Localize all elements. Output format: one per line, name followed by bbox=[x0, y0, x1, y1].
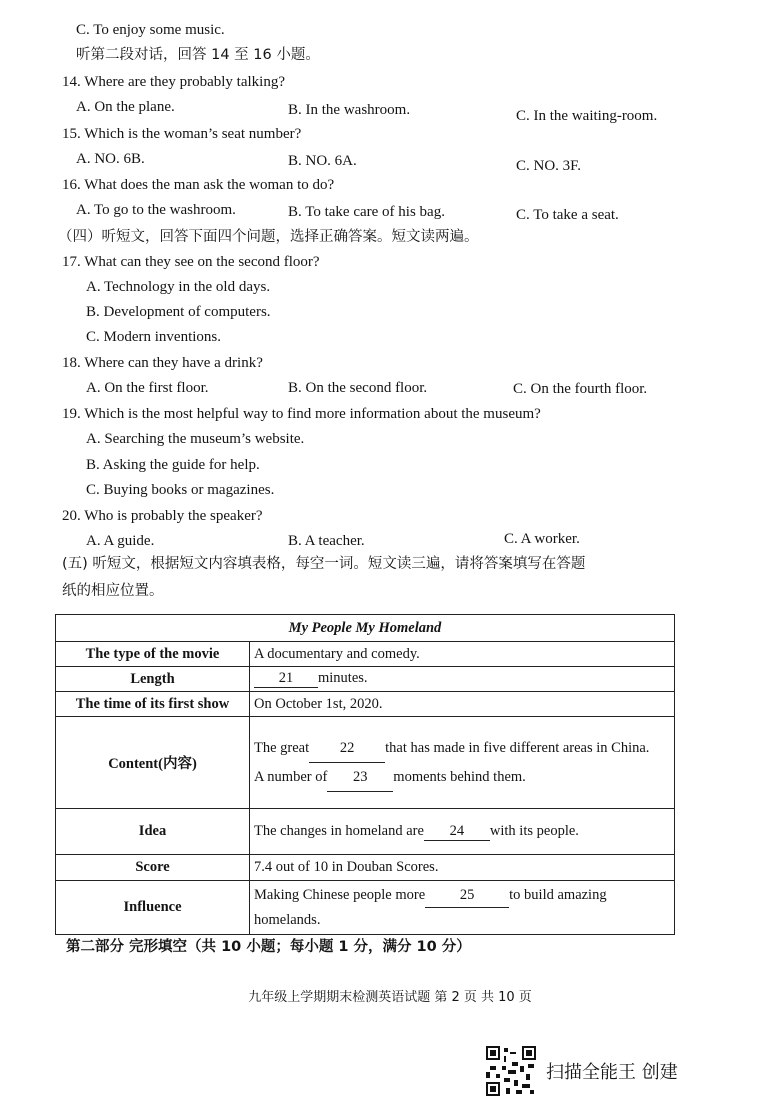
type-label: The type of the movie bbox=[56, 642, 250, 667]
q18-option-c: C. On the fourth floor. bbox=[513, 381, 648, 397]
blank-21[interactable]: 21 bbox=[254, 670, 318, 688]
content-paragraph-1 bbox=[254, 734, 670, 763]
score-label: Score bbox=[56, 855, 250, 881]
q18-option-a: A. On the first floor. bbox=[86, 380, 209, 396]
q16-option-c: C. To take a seat. bbox=[516, 207, 619, 223]
q14-option-c: C. In the waiting-room. bbox=[516, 108, 658, 124]
q15-option-a: A. NO. 6B. bbox=[76, 151, 145, 167]
q17-option-b: B. Development of computers. bbox=[86, 304, 271, 320]
table-title: My People My Homeland bbox=[56, 615, 675, 642]
movie-info-table bbox=[55, 614, 675, 935]
content-p1-after: that has made in five different areas in China. bbox=[385, 739, 650, 756]
influence-value bbox=[250, 881, 675, 935]
section-2-instruction: 听第二段对话，回答 14 至 16 小题。 bbox=[76, 47, 320, 63]
influence-after: to build amazing homelands. bbox=[254, 887, 607, 928]
type-value: A documentary and comedy. bbox=[250, 642, 675, 667]
question-19: 19. Which is the most helpful way to find more information about the museum? bbox=[62, 406, 541, 422]
q19-option-a: A. Searching the museum’s website. bbox=[86, 431, 305, 447]
q19-option-c: C. Buying books or magazines. bbox=[86, 482, 275, 498]
section-5-instruction-line1: (五) 听短文，根据短文内容填表格，每空一词。短文读三遍，请将答案填写在答题 bbox=[62, 556, 586, 572]
blank-25[interactable]: 25 bbox=[425, 883, 509, 908]
q16-option-b: B. To take care of his bag. bbox=[288, 204, 445, 220]
influence-label: Influence bbox=[56, 881, 250, 935]
q20-option-c: C. A worker. bbox=[504, 531, 580, 547]
page-footer: 九年级上学期期末检测英语试题 第 2 页 共 10 页 bbox=[248, 990, 532, 1005]
q19-option-b: B. Asking the guide for help. bbox=[86, 457, 260, 473]
idea-label: Idea bbox=[56, 809, 250, 855]
idea-value bbox=[250, 809, 675, 855]
q17-option-c: C. Modern inventions. bbox=[86, 329, 221, 345]
q14-option-b: B. In the washroom. bbox=[288, 102, 411, 118]
q14-option-a: A. On the plane. bbox=[76, 99, 175, 115]
qr-code-icon bbox=[486, 1046, 536, 1096]
blank-24[interactable]: 24 bbox=[424, 823, 490, 841]
q15-option-b: B. NO. 6A. bbox=[288, 153, 357, 169]
part-2-heading: 第二部分 完形填空（共 10 小题；每小题 1 分，满分 10 分） bbox=[66, 939, 471, 955]
q20-option-b: B. A teacher. bbox=[288, 533, 365, 549]
question-18: 18. Where can they have a drink? bbox=[62, 355, 263, 371]
question-14: 14. Where are they probably talking? bbox=[62, 74, 285, 90]
q13-option-c: C. To enjoy some music. bbox=[76, 22, 225, 38]
content-paragraph-2 bbox=[254, 763, 670, 792]
section-4-instruction: （四）听短文，回答下面四个问题，选择正确答案。短文读两遍。 bbox=[58, 229, 479, 245]
content-p2-before: A number of bbox=[254, 768, 328, 785]
influence-before: Making Chinese people more bbox=[254, 887, 426, 903]
blank-22[interactable]: 22 bbox=[309, 734, 385, 763]
question-15: 15. Which is the woman’s seat number? bbox=[62, 126, 302, 142]
idea-before: The changes in homeland are bbox=[254, 822, 424, 839]
q16-option-a: A. To go to the washroom. bbox=[76, 202, 236, 218]
first-show-value: On October 1st, 2020. bbox=[250, 692, 675, 717]
first-show-label: The time of its first show bbox=[56, 692, 250, 717]
content-p1-before: The great bbox=[254, 739, 310, 756]
score-value: 7.4 out of 10 in Douban Scores. bbox=[250, 855, 675, 881]
length-after: minutes. bbox=[318, 670, 368, 686]
blank-23[interactable]: 23 bbox=[327, 763, 393, 792]
section-5-instruction-line2: 纸的相应位置。 bbox=[62, 583, 164, 599]
question-16: 16. What does the man ask the woman to do? bbox=[62, 177, 335, 193]
idea-after: with its people. bbox=[489, 822, 579, 839]
q17-option-a: A. Technology in the old days. bbox=[86, 279, 271, 295]
content-value bbox=[250, 717, 675, 809]
q18-option-b: B. On the second floor. bbox=[288, 380, 428, 396]
length-label: Length bbox=[56, 667, 250, 692]
content-label: Content(内容) bbox=[56, 717, 250, 809]
q15-option-c: C. NO. 3F. bbox=[516, 158, 582, 174]
scanner-watermark: 扫描全能王 创建 bbox=[546, 1062, 678, 1083]
question-17: 17. What can they see on the second floor? bbox=[62, 254, 320, 270]
length-value bbox=[250, 667, 675, 692]
question-20: 20. Who is probably the speaker? bbox=[62, 508, 263, 524]
q20-option-a: A. A guide. bbox=[86, 533, 155, 549]
content-p2-after: moments behind them. bbox=[393, 768, 526, 785]
